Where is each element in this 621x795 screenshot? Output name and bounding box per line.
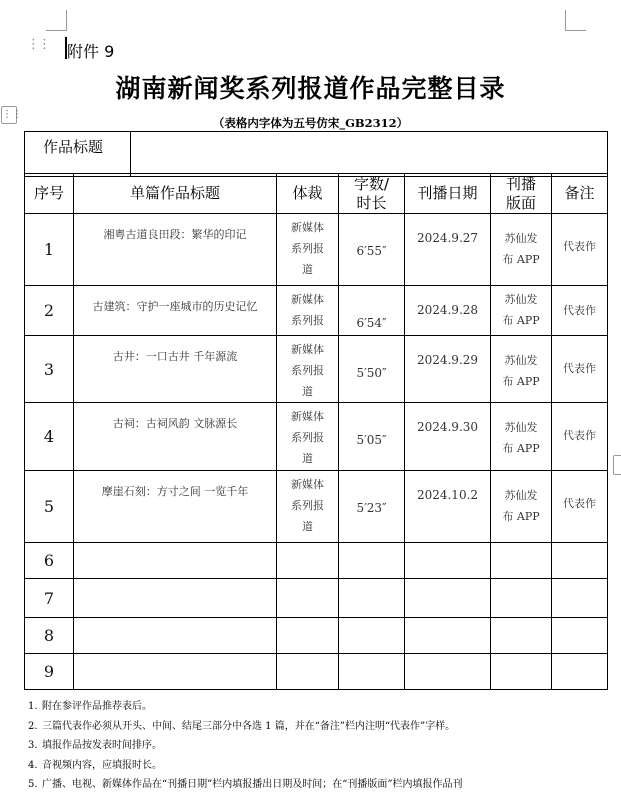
genre-line: 道 xyxy=(302,263,313,276)
row-venue[interactable] xyxy=(491,336,552,403)
header-venue[interactable] xyxy=(491,174,552,214)
row-genre[interactable] xyxy=(277,336,339,403)
venue-line: 苏仙发 xyxy=(504,421,538,434)
row-genre[interactable] xyxy=(277,214,339,286)
crop-mark-top-left xyxy=(46,10,67,31)
row-genre[interactable] xyxy=(277,403,339,471)
document-title[interactable]: 湖南新闻奖系列报道作品完整目录 xyxy=(115,74,506,103)
row-venue[interactable] xyxy=(491,579,552,618)
genre-line: 新媒体 xyxy=(291,410,324,423)
row-date[interactable]: 2024.10.2 xyxy=(405,471,491,543)
row-title[interactable]: 古祠：古祠风韵 文脉源长 xyxy=(74,403,277,471)
row-remark[interactable] xyxy=(552,579,608,618)
footnote-number: 1. xyxy=(28,701,38,712)
footnote-item[interactable] xyxy=(28,697,618,717)
footnote-text: 附在参评作品推荐表后。 xyxy=(42,701,152,712)
row-length[interactable]: 6′55″ xyxy=(339,214,405,286)
table-row xyxy=(25,403,608,471)
row-title[interactable]: 湘粤古道良田段：繁华的印记 xyxy=(74,214,277,286)
row-venue[interactable] xyxy=(491,403,552,471)
table-row xyxy=(25,579,608,618)
genre-line: 系列报 xyxy=(291,314,324,327)
venue-line: 布 APP xyxy=(502,314,540,327)
row-remark[interactable]: 代表作 xyxy=(552,403,608,471)
footnote-text: 三篇代表作必须从开头、中间、结尾三部分中各选 1 篇，并在“备注”栏内注明“代表作”字样。 xyxy=(42,720,456,732)
genre-line: 道 xyxy=(302,385,313,398)
row-title[interactable]: 古井：一口古井 千年源流 xyxy=(74,336,277,403)
work-title-table xyxy=(24,131,608,177)
genre-line: 新媒体 xyxy=(291,343,324,356)
row-title[interactable] xyxy=(74,618,277,654)
row-seq[interactable]: 9 xyxy=(25,654,74,690)
header-date[interactable]: 刊播日期 xyxy=(405,174,491,214)
row-length[interactable] xyxy=(339,579,405,618)
genre-line: 系列报 xyxy=(291,242,324,255)
venue-line: 布 APP xyxy=(502,375,540,388)
footnote-item[interactable] xyxy=(28,775,618,795)
row-remark[interactable]: 代表作 xyxy=(552,214,608,286)
table-header-row xyxy=(25,174,608,214)
table-row xyxy=(25,471,608,543)
footnote-item[interactable] xyxy=(28,756,618,776)
footnote-number: 2. xyxy=(28,720,38,732)
work-title-row xyxy=(25,132,608,177)
row-seq[interactable]: 7 xyxy=(25,579,74,618)
row-genre[interactable] xyxy=(277,618,339,654)
footnote-number: 4. xyxy=(28,759,38,771)
row-length[interactable] xyxy=(339,618,405,654)
row-remark[interactable]: 代表作 xyxy=(552,336,608,403)
genre-line: 系列报 xyxy=(291,364,324,377)
venue-line: 苏仙发 xyxy=(504,354,538,367)
document-subtitle[interactable]: （表格内字体为五号仿宋_GB2312） xyxy=(212,116,409,130)
row-date[interactable] xyxy=(405,543,491,579)
genre-line: 新媒体 xyxy=(291,478,324,491)
venue-line: 苏仙发 xyxy=(504,293,538,306)
row-length[interactable] xyxy=(339,543,405,579)
table-row xyxy=(25,336,608,403)
header-venue-line2: 版面 xyxy=(505,193,536,212)
crop-mark-top-right xyxy=(565,10,586,31)
table-row xyxy=(25,543,608,579)
row-date[interactable] xyxy=(405,618,491,654)
row-date[interactable] xyxy=(405,654,491,690)
venue-line: 苏仙发 xyxy=(504,489,538,502)
genre-line: 道 xyxy=(302,452,313,465)
header-venue-line1: 刊播 xyxy=(505,174,536,193)
row-length[interactable]: 5′05″ xyxy=(339,403,405,471)
row-genre[interactable] xyxy=(277,654,339,690)
row-date[interactable]: 2024.9.28 xyxy=(405,286,491,336)
row-seq[interactable]: 3 xyxy=(25,336,74,403)
footnote-item[interactable] xyxy=(28,736,618,756)
row-date[interactable] xyxy=(405,579,491,618)
venue-line: 布 APP xyxy=(502,253,540,266)
row-genre[interactable] xyxy=(277,579,339,618)
header-length-line2: 时长 xyxy=(356,193,387,212)
table-row xyxy=(25,214,608,286)
row-venue[interactable] xyxy=(491,618,552,654)
row-length[interactable]: 5′50″ xyxy=(339,336,405,403)
footnote-text: 音视频内容，应填报时长。 xyxy=(42,759,162,771)
header-remark[interactable]: 备注 xyxy=(552,174,608,214)
row-seq[interactable]: 6 xyxy=(25,543,74,579)
paragraph-drag-handle-icon[interactable]: ⋮⋮ xyxy=(27,37,49,52)
row-length[interactable]: 5′23″ xyxy=(339,471,405,543)
table-move-handle-icon[interactable]: ⋮⋮ xyxy=(1,106,17,124)
table-row xyxy=(25,654,608,690)
page-edge-marker[interactable] xyxy=(613,455,621,475)
header-genre[interactable]: 体裁 xyxy=(277,174,339,214)
row-date[interactable]: 2024.9.27 xyxy=(405,214,491,286)
genre-line: 新媒体 xyxy=(291,221,324,234)
footnote-item[interactable] xyxy=(28,717,618,737)
appendix-label[interactable]: 附件 9 xyxy=(67,42,115,61)
row-length[interactable] xyxy=(339,654,405,690)
footnotes xyxy=(28,697,618,795)
row-venue[interactable] xyxy=(491,471,552,543)
row-genre[interactable] xyxy=(277,286,339,336)
row-venue[interactable] xyxy=(491,214,552,286)
row-remark[interactable] xyxy=(552,543,608,579)
row-remark[interactable] xyxy=(552,618,608,654)
venue-line: 布 APP xyxy=(502,510,540,523)
row-venue[interactable] xyxy=(491,543,552,579)
row-genre[interactable] xyxy=(277,543,339,579)
table-row xyxy=(25,618,608,654)
header-length-line1: 字数/ xyxy=(353,174,390,193)
row-seq[interactable]: 8 xyxy=(25,618,74,654)
footnote-number: 3. xyxy=(28,740,38,751)
row-venue[interactable] xyxy=(491,286,552,336)
genre-line: 新媒体 xyxy=(291,293,324,306)
row-title[interactable] xyxy=(74,579,277,618)
venue-line: 苏仙发 xyxy=(504,232,538,245)
genre-line: 系列报 xyxy=(291,431,324,444)
row-venue[interactable] xyxy=(491,654,552,690)
venue-line: 布 APP xyxy=(502,442,540,455)
row-genre[interactable] xyxy=(277,471,339,543)
row-remark[interactable]: 代表作 xyxy=(552,471,608,543)
row-remark[interactable] xyxy=(552,654,608,690)
row-seq[interactable]: 5 xyxy=(25,471,74,543)
genre-line: 道 xyxy=(302,520,313,533)
work-title-label[interactable]: 作品标题 xyxy=(25,132,131,177)
header-item-title[interactable]: 单篇作品标题 xyxy=(74,174,277,214)
row-title[interactable] xyxy=(74,543,277,579)
footnote-number: 5. xyxy=(28,779,38,790)
row-date[interactable]: 2024.9.29 xyxy=(405,336,491,403)
genre-line: 系列报 xyxy=(291,499,324,512)
catalog-table xyxy=(24,173,608,690)
row-length[interactable]: 6′54″ xyxy=(339,286,405,336)
table-row xyxy=(25,286,608,336)
footnote-text: 广播、电视、新媒体作品在“刊播日期”栏内填报播出日期及时间；在“刊播版面”栏内填报作品刊 xyxy=(42,779,463,790)
work-title-value[interactable] xyxy=(131,132,608,177)
row-date[interactable]: 2024.9.30 xyxy=(405,403,491,471)
row-title[interactable]: 古建筑：守护一座城市的历史记忆 xyxy=(74,286,277,336)
footnote-text: 填报作品按发表时间排序。 xyxy=(42,740,162,751)
row-title[interactable]: 摩崖石刻：方寸之间 一览千年 xyxy=(74,471,277,543)
header-seq[interactable]: 序号 xyxy=(25,174,74,214)
row-seq[interactable]: 1 xyxy=(25,214,74,286)
header-length[interactable] xyxy=(339,174,405,214)
row-seq[interactable]: 4 xyxy=(25,403,74,471)
row-seq[interactable]: 2 xyxy=(25,286,74,336)
row-title[interactable] xyxy=(74,654,277,690)
row-remark[interactable]: 代表作 xyxy=(552,286,608,336)
